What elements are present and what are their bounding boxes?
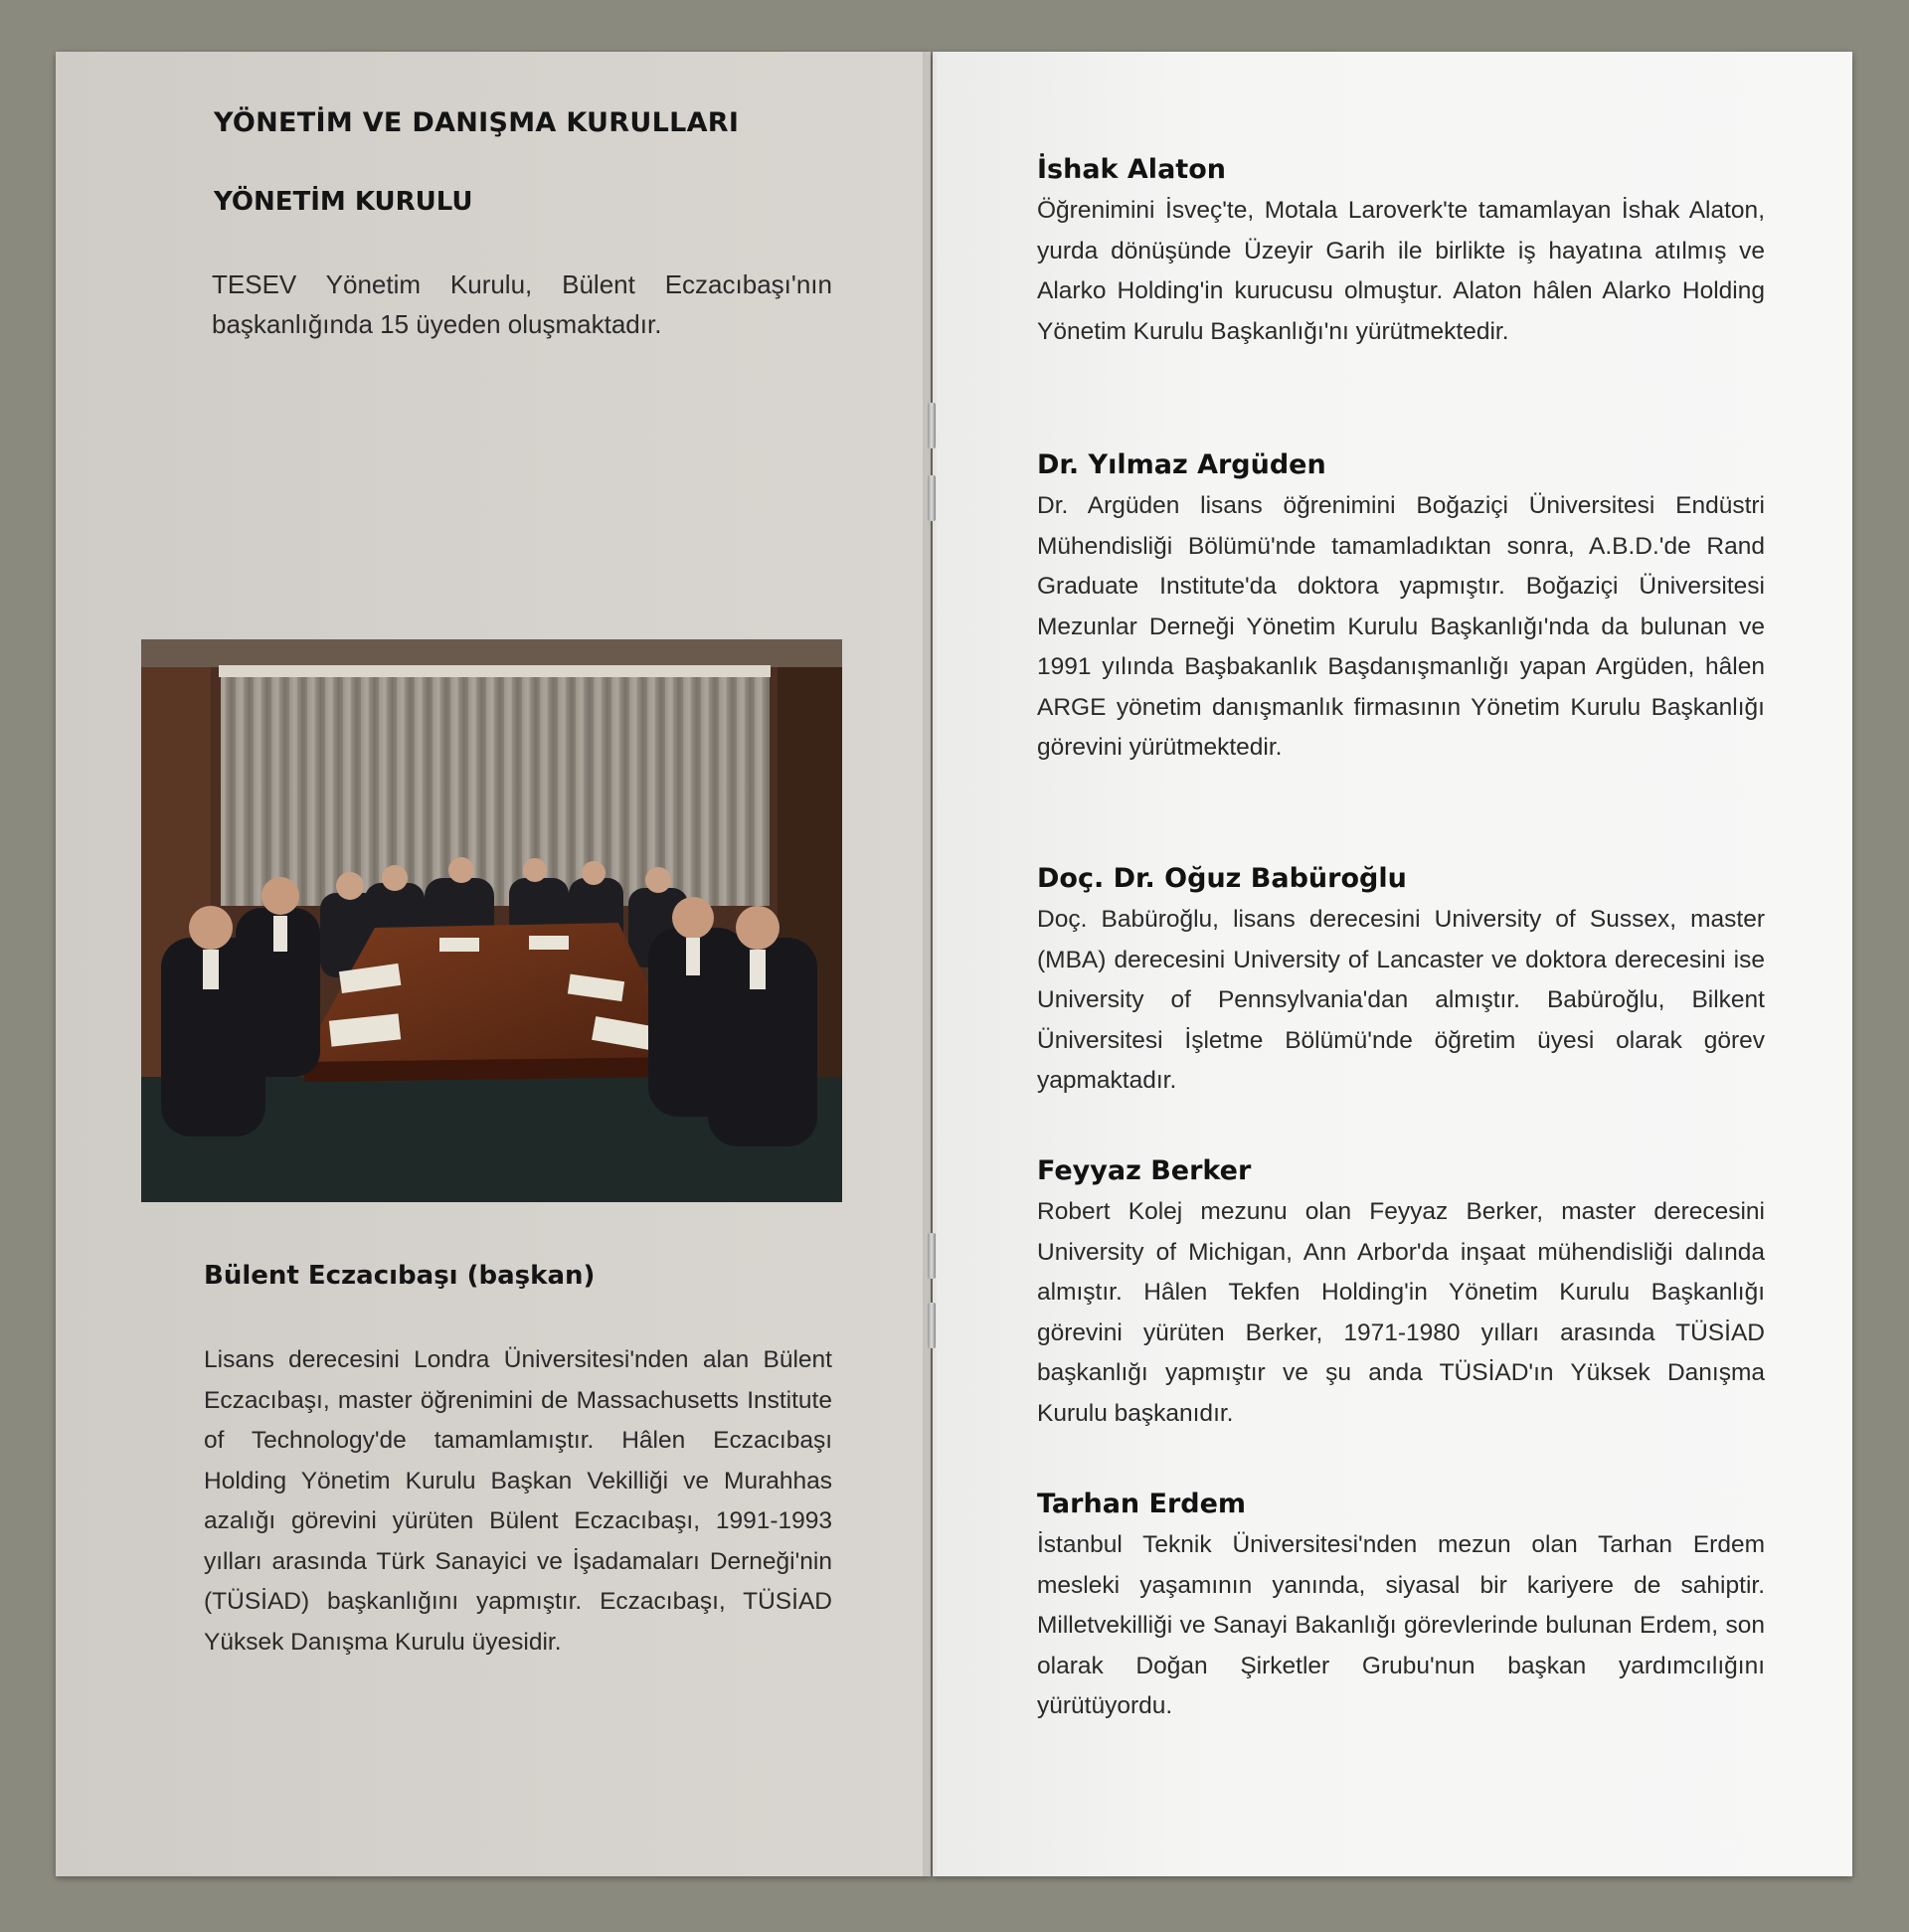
member-name: Feyyaz Berker xyxy=(1037,1155,1252,1186)
staple xyxy=(928,1233,936,1279)
member-bio: Öğrenimini İsveç'te, Motala Laroverk'te tamamlayan İshak Alaton, yurda dönüşünde Üzeyir Garih ile birlikte iş hayatına atılmış ve Alarko Holding'in kurucusu olmuştur. Alaton hâlen Alarko Holding Yönetim Kurulu Başkanlığı'nı yürütmektedir. xyxy=(1037,197,1765,345)
member-name: Doç. Dr. Oğuz Babüroğlu xyxy=(1037,863,1407,894)
member-entry xyxy=(1037,863,1765,1102)
member-bio: Dr. Argüden lisans öğrenimini Boğaziçi Üniversitesi Endüstri Mühendisliği Bölümü'nde tamamladıktan sonra, A.B.D.'de Rand Graduate Institute'da doktora yapmıştır. Boğaziçi Üniversitesi Mezunlar Derneği Yönetim Kurulu Başkanlığı'nda da bulunan ve 1991 yılında Başbakanlık Başdanışmanlığı yapan Argüden, hâlen ARGE yönetim danışmanlık firmasının Yönetim Kurulu Başkanlığı görevini yürütmektedir. xyxy=(1037,492,1765,761)
intro-paragraph: TESEV Yönetim Kurulu, Bülent Eczacıbaşı'nın başkanlığında 15 üyeden oluşmaktadır. xyxy=(212,269,832,339)
member-bio: İstanbul Teknik Üniversitesi'nden mezun olan Tarhan Erdem mesleki yaşamının yanında, siyasal bir kariyere de sahiptir. Milletvekilliği ve Sanayi Bakanlığı görevlerinde bulunan Erdem, son olarak Doğan Şirketler Grubu'nun başkan yardımcılığını yürütüyordu. xyxy=(1037,1531,1765,1719)
member-bio: Robert Kolej mezunu olan Feyyaz Berker, master derecesini University of Michigan, Ann Arbor'da inşaat mühendisliği dalında almıştır. Hâlen Tekfen Holding'in Yönetim Kurulu Başkanlığı görevini yürüten Berker, 1971-1980 yılları arasında TÜSİAD başkanlığı yapmıştır ve şu anda TÜSİAD'ın Yüksek Danışma Kurulu başkanıdır. xyxy=(1037,1198,1765,1427)
chair-bio: Lisans derecesini Londra Üniversitesi'nden alan Bülent Eczacıbaşı, master öğrenimini de Massachusetts Institute of Technology'de tamamlamıştır. Hâlen Eczacıbaşı Holding Yönetim Kurulu Başkan Vekilliği ve Murahhas azalığı görevini yürüten Bülent Eczacıbaşı, 1991-1993 yılları arasında Türk Sanayici ve İşadamaları Derneği'nin (TÜSİAD) başkanlığını yapmıştır. Eczacıbaşı, TÜSİAD Yüksek Danışma Kurulu üyesidir. xyxy=(204,1346,832,1656)
member-name: Tarhan Erdem xyxy=(1037,1489,1247,1519)
section-heading: YÖNETİM VE DANIŞMA KURULLARI xyxy=(214,107,740,138)
member-name: İshak Alaton xyxy=(1037,154,1226,185)
staple xyxy=(928,403,936,448)
member-name: Dr. Yılmaz Argüden xyxy=(1037,449,1326,480)
member-entry xyxy=(1037,449,1765,769)
member-entry xyxy=(1037,154,1765,352)
member-entry xyxy=(1037,1489,1765,1727)
section-subheading: YÖNETİM KURULU xyxy=(214,187,473,217)
board-meeting-photo xyxy=(141,639,842,1202)
staple xyxy=(928,475,936,521)
member-entry xyxy=(1037,1155,1765,1434)
booklet-spine xyxy=(923,52,937,1876)
chair-name: Bülent Eczacıbaşı (başkan) xyxy=(204,1261,596,1291)
staple xyxy=(928,1303,936,1348)
member-bio: Doç. Babüroğlu, lisans derecesini University of Sussex, master (MBA) derecesini University of Lancaster ve doktora derecesini ise University of Pennsylvania'dan almıştır. Babüroğlu, Bilkent Üniversitesi İşletme Bölümü'nde öğretim üyesi olarak görev yapmaktadır. xyxy=(1037,906,1765,1094)
